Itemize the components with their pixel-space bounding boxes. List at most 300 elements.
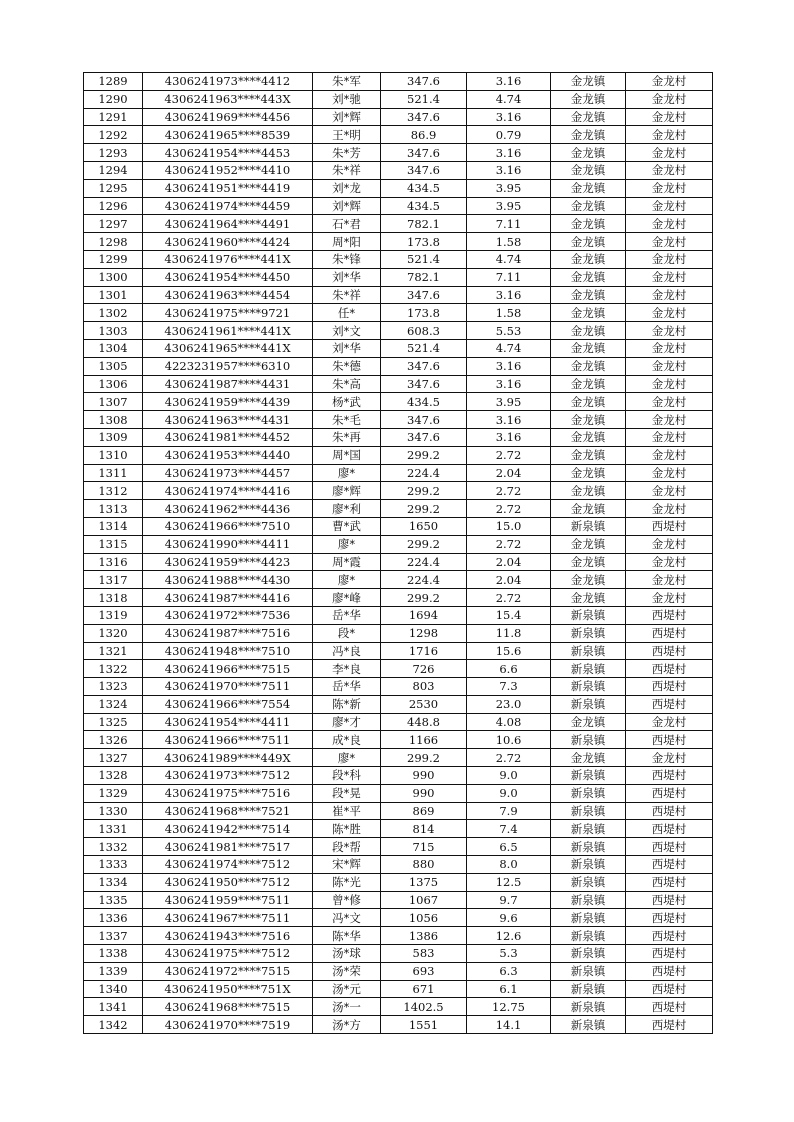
cell-town: 金龙镇: [551, 215, 626, 233]
cell-id-number: 4306241972****7536: [143, 606, 313, 624]
cell-row-number: 1318: [84, 589, 143, 607]
cell-id-number: 4306241974****4459: [143, 197, 313, 215]
cell-village: 西堤村: [626, 606, 713, 624]
cell-amount: 86.9: [381, 126, 467, 144]
subsidy-table: [83, 72, 713, 1034]
cell-town: 新泉镇: [551, 873, 626, 891]
cell-amount: 693: [381, 962, 467, 980]
cell-area: 4.74: [467, 250, 551, 268]
table-row: [84, 517, 713, 535]
cell-town: 新泉镇: [551, 517, 626, 535]
cell-amount: 347.6: [381, 411, 467, 429]
cell-person-name: 廖*: [313, 535, 381, 553]
cell-amount: 299.2: [381, 446, 467, 464]
cell-amount: 347.6: [381, 375, 467, 393]
cell-person-name: 汤*一: [313, 998, 381, 1016]
cell-town: 金龙镇: [551, 233, 626, 251]
table-row: [84, 642, 713, 660]
cell-amount: 521.4: [381, 90, 467, 108]
cell-town: 金龙镇: [551, 144, 626, 162]
cell-town: 金龙镇: [551, 393, 626, 411]
cell-id-number: 4306241970****7519: [143, 1016, 313, 1034]
cell-amount: 173.8: [381, 304, 467, 322]
cell-person-name: 曾*修: [313, 891, 381, 909]
cell-row-number: 1326: [84, 731, 143, 749]
cell-person-name: 陈*光: [313, 873, 381, 891]
cell-person-name: 崔*平: [313, 802, 381, 820]
cell-id-number: 4306241981****4452: [143, 428, 313, 446]
table-row: [84, 322, 713, 340]
cell-village: 金龙村: [626, 215, 713, 233]
cell-row-number: 1302: [84, 304, 143, 322]
cell-town: 金龙镇: [551, 500, 626, 518]
cell-amount: 434.5: [381, 393, 467, 411]
cell-town: 金龙镇: [551, 464, 626, 482]
cell-village: 西堤村: [626, 784, 713, 802]
cell-person-name: 陈*华: [313, 927, 381, 945]
cell-amount: 782.1: [381, 215, 467, 233]
cell-amount: 299.2: [381, 535, 467, 553]
cell-person-name: 冯*文: [313, 909, 381, 927]
cell-amount: 880: [381, 856, 467, 874]
cell-amount: 869: [381, 802, 467, 820]
cell-area: 3.16: [467, 357, 551, 375]
cell-id-number: 4306241966****7554: [143, 695, 313, 713]
cell-amount: 299.2: [381, 482, 467, 500]
cell-person-name: 段*帮: [313, 838, 381, 856]
table-row: [84, 802, 713, 820]
cell-id-number: 4306241954****4453: [143, 144, 313, 162]
cell-amount: 434.5: [381, 197, 467, 215]
table-row: [84, 998, 713, 1016]
cell-area: 12.75: [467, 998, 551, 1016]
cell-row-number: 1307: [84, 393, 143, 411]
table-row: [84, 268, 713, 286]
cell-area: 2.04: [467, 571, 551, 589]
cell-area: 1.58: [467, 304, 551, 322]
cell-area: 2.72: [467, 482, 551, 500]
cell-id-number: 4306241966****7510: [143, 517, 313, 535]
cell-id-number: 4223231957****6310: [143, 357, 313, 375]
cell-town: 金龙镇: [551, 197, 626, 215]
cell-id-number: 4306241959****4423: [143, 553, 313, 571]
cell-id-number: 4306241952****4410: [143, 161, 313, 179]
cell-row-number: 1322: [84, 660, 143, 678]
cell-area: 6.6: [467, 660, 551, 678]
cell-town: 金龙镇: [551, 571, 626, 589]
cell-area: 2.72: [467, 535, 551, 553]
cell-person-name: 朱*毛: [313, 411, 381, 429]
table-row: [84, 108, 713, 126]
cell-village: 金龙村: [626, 571, 713, 589]
cell-person-name: 石*君: [313, 215, 381, 233]
cell-town: 新泉镇: [551, 945, 626, 963]
cell-person-name: 刘*驰: [313, 90, 381, 108]
cell-area: 2.72: [467, 446, 551, 464]
cell-amount: 782.1: [381, 268, 467, 286]
cell-person-name: 成*良: [313, 731, 381, 749]
cell-row-number: 1342: [84, 1016, 143, 1034]
cell-amount: 814: [381, 820, 467, 838]
cell-row-number: 1334: [84, 873, 143, 891]
cell-id-number: 4306241975****7512: [143, 945, 313, 963]
cell-town: 金龙镇: [551, 357, 626, 375]
cell-row-number: 1310: [84, 446, 143, 464]
cell-town: 金龙镇: [551, 179, 626, 197]
cell-amount: 1375: [381, 873, 467, 891]
table-row: [84, 161, 713, 179]
cell-id-number: 4306241964****4491: [143, 215, 313, 233]
cell-amount: 990: [381, 784, 467, 802]
cell-area: 2.04: [467, 464, 551, 482]
cell-village: 金龙村: [626, 553, 713, 571]
cell-town: 新泉镇: [551, 1016, 626, 1034]
cell-person-name: 朱*军: [313, 73, 381, 91]
cell-town: 金龙镇: [551, 411, 626, 429]
cell-amount: 2530: [381, 695, 467, 713]
cell-village: 西堤村: [626, 856, 713, 874]
table-row: [84, 767, 713, 785]
cell-village: 西堤村: [626, 731, 713, 749]
cell-village: 金龙村: [626, 500, 713, 518]
cell-id-number: 4306241954****4411: [143, 713, 313, 731]
cell-village: 金龙村: [626, 161, 713, 179]
cell-village: 西堤村: [626, 891, 713, 909]
cell-person-name: 廖*: [313, 749, 381, 767]
table-row: [84, 980, 713, 998]
table-row: [84, 873, 713, 891]
cell-village: 西堤村: [626, 624, 713, 642]
table-row: [84, 660, 713, 678]
cell-area: 15.4: [467, 606, 551, 624]
cell-village: 金龙村: [626, 482, 713, 500]
cell-id-number: 4306241953****4440: [143, 446, 313, 464]
cell-town: 金龙镇: [551, 286, 626, 304]
table-row: [84, 624, 713, 642]
cell-id-number: 4306241966****7511: [143, 731, 313, 749]
cell-row-number: 1297: [84, 215, 143, 233]
cell-person-name: 冯*良: [313, 642, 381, 660]
table-row: [84, 250, 713, 268]
cell-amount: 1067: [381, 891, 467, 909]
cell-village: 金龙村: [626, 589, 713, 607]
cell-area: 3.16: [467, 411, 551, 429]
cell-town: 金龙镇: [551, 589, 626, 607]
cell-amount: 347.6: [381, 73, 467, 91]
table-row: [84, 126, 713, 144]
table-row: [84, 945, 713, 963]
cell-person-name: 任*: [313, 304, 381, 322]
table-row: [84, 215, 713, 233]
cell-village: 西堤村: [626, 909, 713, 927]
cell-village: 金龙村: [626, 446, 713, 464]
cell-town: 金龙镇: [551, 339, 626, 357]
cell-village: 金龙村: [626, 357, 713, 375]
cell-town: 金龙镇: [551, 535, 626, 553]
table-row: [84, 286, 713, 304]
cell-town: 新泉镇: [551, 624, 626, 642]
table-row: [84, 357, 713, 375]
cell-village: 金龙村: [626, 250, 713, 268]
cell-area: 3.16: [467, 73, 551, 91]
cell-id-number: 4306241959****4439: [143, 393, 313, 411]
cell-village: 西堤村: [626, 642, 713, 660]
cell-area: 4.08: [467, 713, 551, 731]
cell-amount: 299.2: [381, 749, 467, 767]
cell-amount: 1716: [381, 642, 467, 660]
cell-town: 金龙镇: [551, 446, 626, 464]
cell-person-name: 曹*武: [313, 517, 381, 535]
cell-area: 9.0: [467, 767, 551, 785]
cell-row-number: 1316: [84, 553, 143, 571]
cell-person-name: 汤*球: [313, 945, 381, 963]
table-row: [84, 962, 713, 980]
cell-person-name: 宋*辉: [313, 856, 381, 874]
cell-village: 西堤村: [626, 873, 713, 891]
cell-area: 3.16: [467, 428, 551, 446]
cell-area: 2.04: [467, 553, 551, 571]
cell-id-number: 4306241954****4450: [143, 268, 313, 286]
cell-area: 12.6: [467, 927, 551, 945]
cell-row-number: 1298: [84, 233, 143, 251]
cell-village: 西堤村: [626, 962, 713, 980]
cell-area: 8.0: [467, 856, 551, 874]
cell-row-number: 1323: [84, 678, 143, 696]
cell-area: 6.5: [467, 838, 551, 856]
cell-village: 西堤村: [626, 927, 713, 945]
cell-row-number: 1312: [84, 482, 143, 500]
cell-row-number: 1335: [84, 891, 143, 909]
cell-amount: 434.5: [381, 179, 467, 197]
cell-row-number: 1341: [84, 998, 143, 1016]
cell-id-number: 4306241987****4431: [143, 375, 313, 393]
cell-town: 金龙镇: [551, 428, 626, 446]
cell-person-name: 刘*文: [313, 322, 381, 340]
cell-area: 2.72: [467, 589, 551, 607]
cell-town: 金龙镇: [551, 749, 626, 767]
cell-person-name: 段*晃: [313, 784, 381, 802]
cell-village: 金龙村: [626, 233, 713, 251]
table-row: [84, 375, 713, 393]
cell-row-number: 1337: [84, 927, 143, 945]
cell-id-number: 4306241959****7511: [143, 891, 313, 909]
cell-person-name: 朱*高: [313, 375, 381, 393]
cell-person-name: 刘*华: [313, 268, 381, 286]
table-row: [84, 73, 713, 91]
cell-amount: 990: [381, 767, 467, 785]
cell-id-number: 4306241974****7512: [143, 856, 313, 874]
cell-area: 7.11: [467, 215, 551, 233]
cell-area: 3.16: [467, 375, 551, 393]
cell-amount: 224.4: [381, 553, 467, 571]
cell-id-number: 4306241968****7515: [143, 998, 313, 1016]
cell-person-name: 岳*华: [313, 606, 381, 624]
cell-village: 西堤村: [626, 802, 713, 820]
cell-village: 金龙村: [626, 535, 713, 553]
cell-village: 西堤村: [626, 945, 713, 963]
table-row: [84, 606, 713, 624]
table-row: [84, 891, 713, 909]
cell-town: 新泉镇: [551, 767, 626, 785]
cell-village: 金龙村: [626, 411, 713, 429]
table-row: [84, 411, 713, 429]
cell-town: 金龙镇: [551, 268, 626, 286]
cell-id-number: 4306241973****4412: [143, 73, 313, 91]
table-row: [84, 500, 713, 518]
cell-id-number: 4306241961****441X: [143, 322, 313, 340]
cell-person-name: 刘*龙: [313, 179, 381, 197]
cell-person-name: 汤*方: [313, 1016, 381, 1034]
cell-village: 金龙村: [626, 179, 713, 197]
table-row: [84, 144, 713, 162]
cell-amount: 803: [381, 678, 467, 696]
cell-row-number: 1295: [84, 179, 143, 197]
cell-person-name: 廖*辉: [313, 482, 381, 500]
cell-id-number: 4306241965****441X: [143, 339, 313, 357]
cell-id-number: 4306241981****7517: [143, 838, 313, 856]
table-row: [84, 838, 713, 856]
cell-person-name: 岳*华: [313, 678, 381, 696]
cell-area: 1.58: [467, 233, 551, 251]
cell-amount: 299.2: [381, 500, 467, 518]
cell-town: 金龙镇: [551, 304, 626, 322]
table-row: [84, 589, 713, 607]
cell-id-number: 4306241988****4430: [143, 571, 313, 589]
cell-person-name: 廖*: [313, 464, 381, 482]
table-row: [84, 909, 713, 927]
cell-area: 3.16: [467, 161, 551, 179]
cell-area: 15.6: [467, 642, 551, 660]
cell-area: 7.11: [467, 268, 551, 286]
table-row: [84, 713, 713, 731]
cell-amount: 521.4: [381, 339, 467, 357]
cell-amount: 347.6: [381, 286, 467, 304]
cell-town: 新泉镇: [551, 784, 626, 802]
cell-area: 14.1: [467, 1016, 551, 1034]
cell-person-name: 汤*元: [313, 980, 381, 998]
cell-person-name: 周*阳: [313, 233, 381, 251]
cell-person-name: 周*国: [313, 446, 381, 464]
cell-town: 金龙镇: [551, 250, 626, 268]
cell-amount: 448.8: [381, 713, 467, 731]
cell-id-number: 4306241966****7515: [143, 660, 313, 678]
cell-id-number: 4306241967****7511: [143, 909, 313, 927]
table-row: [84, 820, 713, 838]
cell-amount: 173.8: [381, 233, 467, 251]
cell-village: 西堤村: [626, 660, 713, 678]
cell-id-number: 4306241969****4456: [143, 108, 313, 126]
cell-person-name: 李*良: [313, 660, 381, 678]
cell-area: 2.72: [467, 749, 551, 767]
cell-amount: 521.4: [381, 250, 467, 268]
table-row: [84, 197, 713, 215]
cell-town: 新泉镇: [551, 802, 626, 820]
cell-amount: 299.2: [381, 589, 467, 607]
table-row: [84, 553, 713, 571]
cell-village: 西堤村: [626, 838, 713, 856]
cell-row-number: 1319: [84, 606, 143, 624]
table-row: [84, 678, 713, 696]
cell-village: 西堤村: [626, 998, 713, 1016]
cell-person-name: 刘*辉: [313, 108, 381, 126]
cell-row-number: 1327: [84, 749, 143, 767]
cell-person-name: 廖*峰: [313, 589, 381, 607]
cell-id-number: 4306241968****7521: [143, 802, 313, 820]
cell-row-number: 1340: [84, 980, 143, 998]
cell-amount: 347.6: [381, 144, 467, 162]
table-row: [84, 856, 713, 874]
cell-amount: 726: [381, 660, 467, 678]
cell-area: 4.74: [467, 339, 551, 357]
table-row: [84, 393, 713, 411]
cell-row-number: 1296: [84, 197, 143, 215]
cell-row-number: 1306: [84, 375, 143, 393]
cell-id-number: 4306241972****7515: [143, 962, 313, 980]
cell-area: 7.3: [467, 678, 551, 696]
cell-area: 9.6: [467, 909, 551, 927]
cell-area: 6.1: [467, 980, 551, 998]
cell-id-number: 4306241963****4454: [143, 286, 313, 304]
cell-row-number: 1330: [84, 802, 143, 820]
cell-id-number: 4306241987****7516: [143, 624, 313, 642]
cell-id-number: 4306241942****7514: [143, 820, 313, 838]
cell-row-number: 1300: [84, 268, 143, 286]
cell-village: 金龙村: [626, 393, 713, 411]
cell-row-number: 1289: [84, 73, 143, 91]
cell-amount: 224.4: [381, 464, 467, 482]
cell-area: 12.5: [467, 873, 551, 891]
cell-person-name: 廖*: [313, 571, 381, 589]
cell-area: 15.0: [467, 517, 551, 535]
cell-person-name: 朱*再: [313, 428, 381, 446]
cell-id-number: 4306241970****7511: [143, 678, 313, 696]
cell-area: 3.95: [467, 393, 551, 411]
cell-area: 2.72: [467, 500, 551, 518]
cell-town: 新泉镇: [551, 856, 626, 874]
cell-amount: 671: [381, 980, 467, 998]
cell-person-name: 周*霞: [313, 553, 381, 571]
cell-village: 金龙村: [626, 749, 713, 767]
cell-person-name: 廖*利: [313, 500, 381, 518]
cell-person-name: 王*明: [313, 126, 381, 144]
cell-area: 9.0: [467, 784, 551, 802]
cell-row-number: 1338: [84, 945, 143, 963]
cell-town: 新泉镇: [551, 909, 626, 927]
cell-row-number: 1293: [84, 144, 143, 162]
cell-row-number: 1332: [84, 838, 143, 856]
cell-town: 新泉镇: [551, 606, 626, 624]
cell-town: 新泉镇: [551, 820, 626, 838]
cell-id-number: 4306241963****443X: [143, 90, 313, 108]
cell-row-number: 1305: [84, 357, 143, 375]
cell-amount: 608.3: [381, 322, 467, 340]
cell-person-name: 朱*锋: [313, 250, 381, 268]
cell-amount: 1166: [381, 731, 467, 749]
cell-town: 金龙镇: [551, 73, 626, 91]
cell-amount: 1551: [381, 1016, 467, 1034]
cell-town: 新泉镇: [551, 731, 626, 749]
cell-row-number: 1328: [84, 767, 143, 785]
cell-town: 新泉镇: [551, 678, 626, 696]
cell-row-number: 1339: [84, 962, 143, 980]
cell-town: 新泉镇: [551, 962, 626, 980]
cell-person-name: 朱*祥: [313, 161, 381, 179]
cell-town: 新泉镇: [551, 891, 626, 909]
cell-row-number: 1303: [84, 322, 143, 340]
cell-village: 金龙村: [626, 268, 713, 286]
cell-town: 金龙镇: [551, 713, 626, 731]
cell-amount: 1386: [381, 927, 467, 945]
